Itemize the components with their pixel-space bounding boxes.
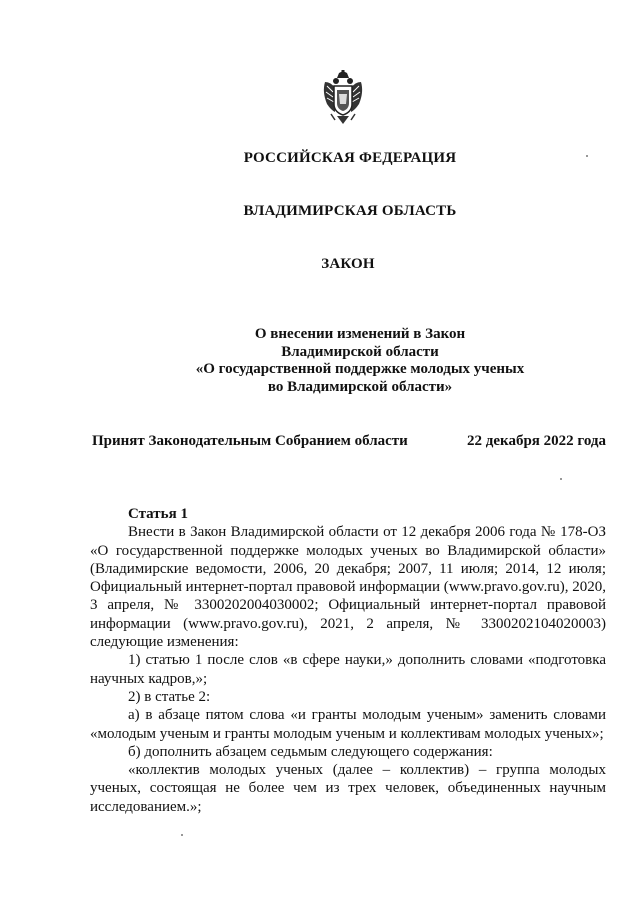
article-body xyxy=(90,505,606,816)
adopted-by: Принят Законодательным Собранием области xyxy=(92,433,408,449)
scan-speck xyxy=(181,834,183,836)
doc-type-heading: ЗАКОН xyxy=(321,256,375,272)
coat-of-arms-icon xyxy=(321,70,365,128)
country-heading: РОССИЙСКАЯ ФЕДЕРАЦИЯ xyxy=(243,150,457,166)
article-title: Статья 1 xyxy=(128,506,188,522)
adoption-line xyxy=(92,433,606,450)
article-paragraph: б) дополнить абзацем седьмым следующего содержания: xyxy=(128,743,493,760)
article-paragraph: 2) в статье 2: xyxy=(128,688,211,705)
scan-speck xyxy=(560,478,562,480)
article-paragraph: «коллектив молодых ученых (далее – коллектив) – группа молодых ученых, состоящая не более чем из трех человек, объединенных научным исследованием.»; xyxy=(90,762,606,815)
law-title-line: «О государственной поддержке молодых ученых xyxy=(195,361,525,377)
law-title-line: О внесении изменений в Закон xyxy=(254,326,466,342)
article-paragraph: а) в абзаце пятом слова «и гранты молодым ученым» заменить словами «молодым ученым и гранты молодым ученым и коллективам молодых ученых»; xyxy=(90,707,606,742)
adoption-date: 22 декабря 2022 года xyxy=(467,433,606,449)
article-paragraph: Внести в Закон Владимирской области от 12 декабря 2006 года № 178-ОЗ «О государственной поддержке молодых ученых во Владимирской области» (Владимирские ведомости, 2006, 20 декабря; 2007, 11 июля; 2014, 12 июля; Официальный интернет-портал правовой информации (www.pravo.gov.ru), 2020, 3 апреля, № 3300202004030002; Официальный интернет-портал правовой информации (www.pravo.gov.ru), 2021, 2 апреля, № 3300202104020003) следующие изменения: xyxy=(90,524,606,651)
region-heading: ВЛАДИМИРСКАЯ ОБЛАСТЬ xyxy=(243,203,457,219)
law-title xyxy=(150,326,570,396)
law-title-line: во Владимирской области» xyxy=(267,378,453,395)
law-title-line: Владимирской области xyxy=(281,343,439,360)
scan-speck xyxy=(586,155,588,157)
article-paragraph: 1) статью 1 после слов «в сфере науки,» дополнить словами «подготовка научных кадров,»; xyxy=(90,652,606,687)
